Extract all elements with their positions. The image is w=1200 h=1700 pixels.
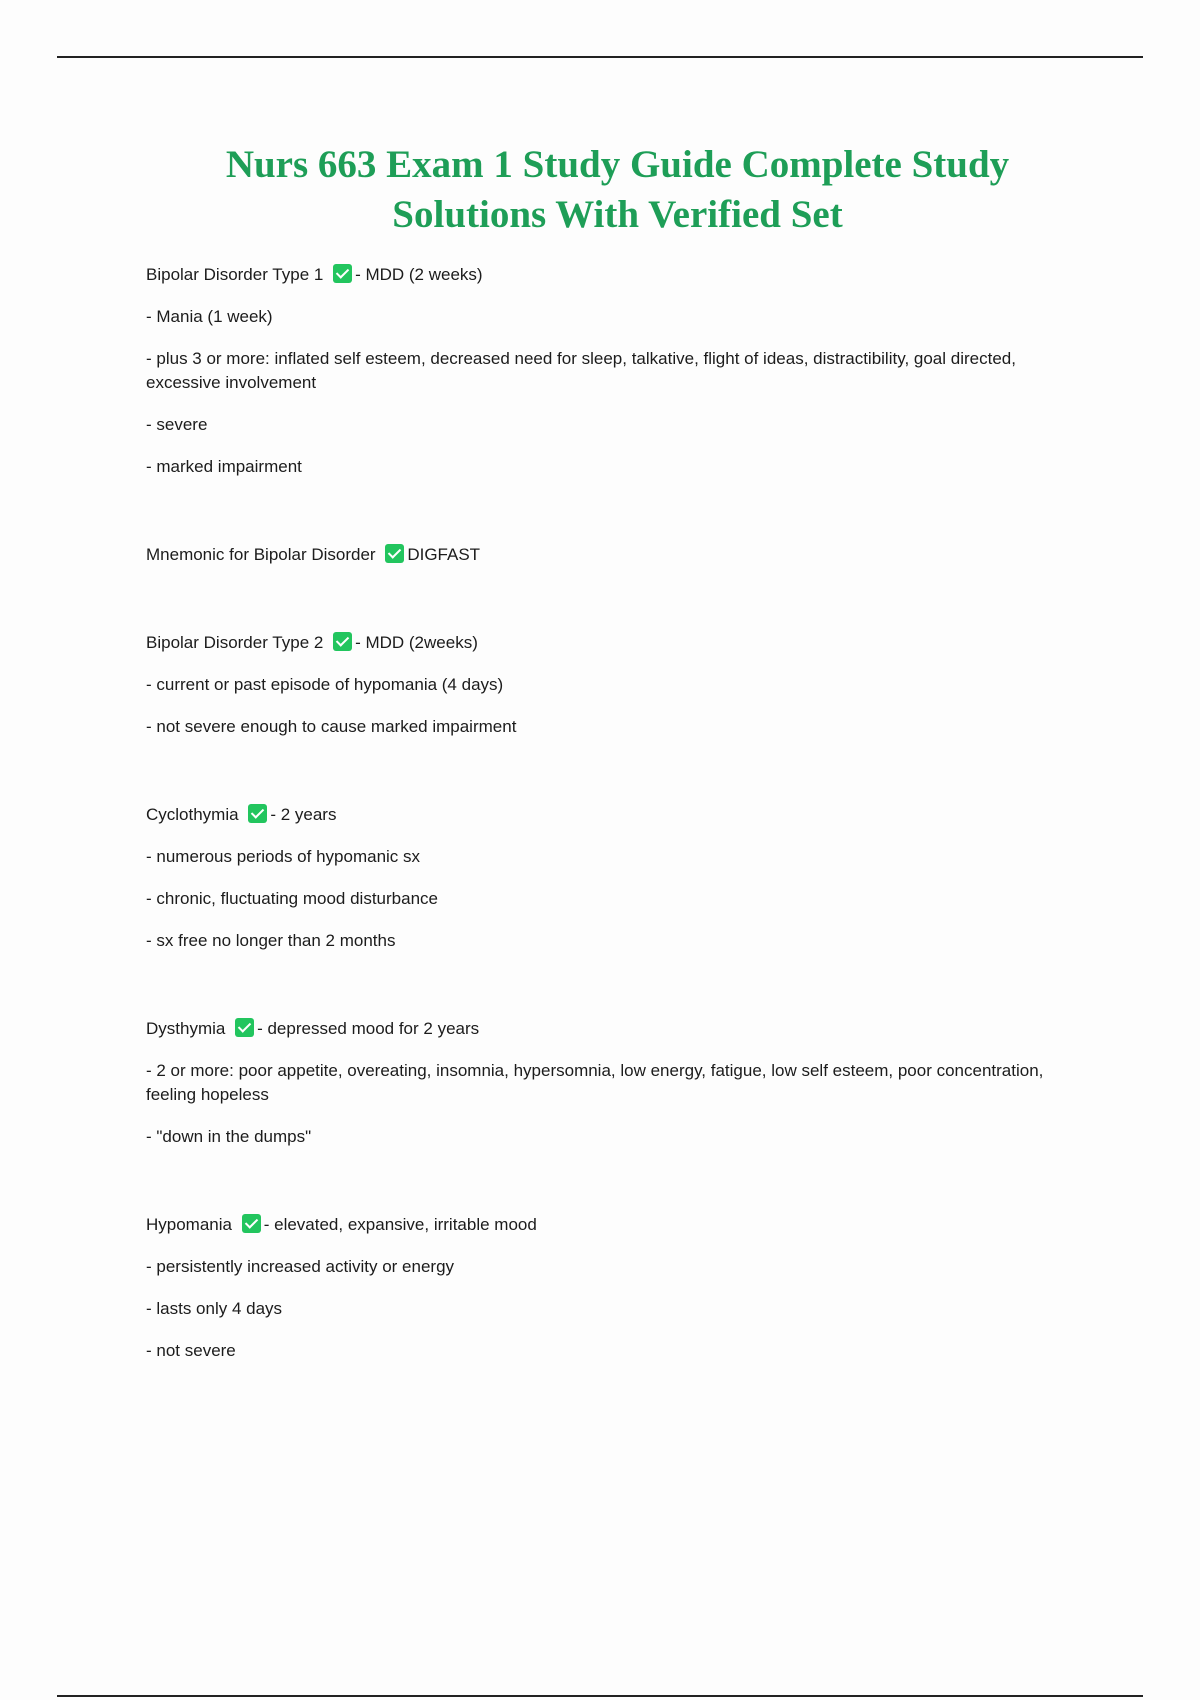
flashcard-term: Dysthymia	[146, 1019, 226, 1038]
answer-line: - marked impairment	[146, 457, 302, 476]
answer-line: - persistently increased activity or energy	[146, 1257, 455, 1276]
check-box-icon	[333, 264, 352, 283]
bottom-rule	[57, 1695, 1143, 1697]
answer-line: - not severe enough to cause marked impairment	[146, 717, 517, 736]
answer-line: - chronic, fluctuating mood disturbance	[146, 889, 438, 908]
flashcard-term: Bipolar Disorder Type 2	[146, 633, 324, 652]
flashcard-answer: - MDD (2weeks)	[355, 633, 478, 652]
check-box-icon	[385, 544, 404, 563]
answer-line: - numerous periods of hypomanic sx	[146, 847, 421, 866]
answer-line: - lasts only 4 days	[146, 1299, 283, 1318]
flashcard-question	[146, 1213, 1046, 1237]
answer-line: - severe	[146, 415, 208, 434]
flashcard-answer: - depressed mood for 2 years	[257, 1019, 480, 1038]
flashcard-term: Cyclothymia	[146, 805, 239, 824]
check-box-icon	[333, 632, 352, 651]
flashcard-question	[146, 1017, 1046, 1041]
flashcard	[146, 1213, 1046, 1363]
flashcard-list	[146, 263, 1046, 1363]
flashcard-question	[146, 263, 1046, 287]
flashcard-answer: DIGFAST	[407, 545, 481, 564]
check-box-icon	[242, 1214, 261, 1233]
flashcard	[146, 1017, 1046, 1149]
answer-line: - "down in the dumps"	[146, 1127, 312, 1146]
flashcard-term: Hypomania	[146, 1215, 232, 1234]
answer-line: - 2 or more: poor appetite, overeating, insomnia, hypersomnia, low energy, fatigue, low self esteem, poor concentration, feeling hopeless	[146, 1061, 1044, 1104]
top-rule	[57, 56, 1143, 58]
flashcard-question	[146, 543, 1046, 567]
flashcard-term: Mnemonic for Bipolar Disorder	[146, 545, 376, 564]
flashcard-question	[146, 803, 1046, 827]
answer-line: - plus 3 or more: inflated self esteem, decreased need for sleep, talkative, flight of ideas, distractibility, goal directed, excessive involvement	[146, 349, 1016, 392]
flashcard-question	[146, 631, 1046, 655]
flashcard-answer: - elevated, expansive, irritable mood	[263, 1215, 537, 1234]
flashcard	[146, 631, 1046, 739]
document-title: Nurs 663 Exam 1 Study Guide Complete Study Solutions With Verified Set	[225, 143, 1010, 236]
flashcard-answer: - MDD (2 weeks)	[355, 265, 483, 284]
flashcard-answer: - 2 years	[270, 805, 337, 824]
flashcard-term: Bipolar Disorder Type 1	[146, 265, 324, 284]
answer-line: - not severe	[146, 1341, 236, 1360]
answer-line: - Mania (1 week)	[146, 307, 273, 326]
answer-line: - current or past episode of hypomania (4 days)	[146, 675, 504, 694]
flashcard	[146, 543, 1046, 567]
flashcard	[146, 263, 1046, 479]
flashcard	[146, 803, 1046, 953]
check-box-icon	[235, 1018, 254, 1037]
answer-line: - sx free no longer than 2 months	[146, 931, 396, 950]
check-box-icon	[248, 804, 267, 823]
